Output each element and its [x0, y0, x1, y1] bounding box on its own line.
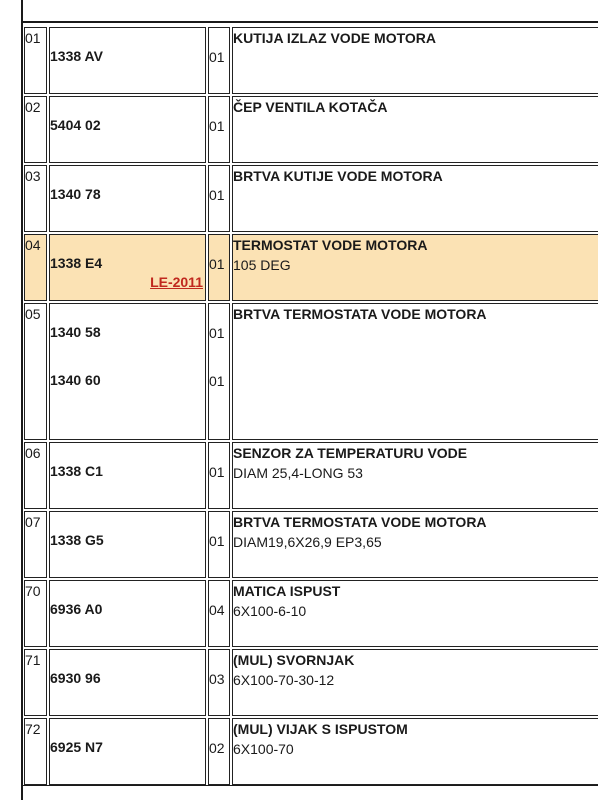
parts-row [24, 303, 598, 440]
description-cell [232, 649, 598, 716]
part-reference-cell [49, 511, 206, 578]
part-title: ČEP VENTILA KOTAČA [233, 99, 388, 115]
part-reference-cell [49, 234, 206, 301]
parts-row [24, 649, 598, 716]
part-detail: DIAM19,6X26,9 EP3,65 [233, 534, 382, 550]
item-number: 05 [24, 303, 47, 440]
item-number: 02 [24, 96, 47, 163]
part-reference: 1340 58 [50, 324, 101, 340]
description-cell [232, 580, 598, 647]
quantity-cell [208, 234, 230, 301]
quantity: 01 [209, 187, 225, 203]
part-title: MATICA ISPUST [233, 583, 341, 599]
part-reference-cell [49, 96, 206, 163]
description-cell [232, 165, 598, 232]
part-reference-cell [49, 165, 206, 232]
part-title: SENZOR ZA TEMPERATURU VODE [233, 445, 468, 461]
quantity: 01 [209, 325, 225, 341]
part-reference: 1338 C1 [50, 463, 103, 479]
part-reference: 6925 N7 [50, 739, 103, 755]
parts-row [24, 165, 598, 232]
item-number: 01 [24, 27, 47, 94]
part-detail: 6X100-70 [233, 741, 294, 757]
quantity: 04 [209, 602, 225, 618]
item-number: 07 [24, 511, 47, 578]
quantity: 01 [209, 49, 225, 65]
item-number: 06 [24, 442, 47, 509]
part-reference: 1338 E4 [50, 255, 103, 271]
part-title: BRTVA KUTIJE VODE MOTORA [233, 168, 443, 184]
part-detail: 105 DEG [233, 257, 291, 273]
part-reference: 1338 G5 [50, 532, 104, 548]
quantity-cell [208, 442, 230, 509]
item-number: 72 [24, 718, 47, 785]
quantity: 01 [209, 533, 225, 549]
quantity-cell [208, 718, 230, 785]
quantity: 02 [209, 740, 225, 756]
quantity: 01 [209, 118, 225, 134]
parts-row [24, 27, 598, 94]
quantity-cell [208, 165, 230, 232]
parts-table-body [24, 27, 598, 785]
item-number: 04 [24, 234, 47, 301]
part-reference-cell [49, 649, 206, 716]
quantity: 01 [209, 256, 225, 272]
part-reference-cell [49, 303, 206, 440]
description-cell [232, 303, 598, 440]
parts-row [24, 511, 598, 578]
part-reference: 1340 60 [50, 372, 101, 388]
part-reference: 6936 A0 [50, 601, 103, 617]
quantity-cell [208, 303, 230, 440]
part-reference: 1340 78 [50, 186, 101, 202]
part-reference: 6930 96 [50, 670, 101, 686]
part-detail: DIAM 25,4-LONG 53 [233, 465, 363, 481]
description-cell [232, 96, 598, 163]
description-cell [232, 442, 598, 509]
part-reference: 1338 AV [50, 48, 103, 64]
part-detail: 6X100-70-30-12 [233, 672, 335, 688]
top-divider [21, 21, 598, 23]
parts-row [24, 234, 598, 301]
description-cell [232, 718, 598, 785]
item-number: 70 [24, 580, 47, 647]
parts-row [24, 580, 598, 647]
part-title: (MUL) VIJAK S ISPUSTOM [233, 721, 408, 737]
quantity-cell [208, 27, 230, 94]
description-cell [232, 27, 598, 94]
parts-row [24, 718, 598, 785]
quantity: 01 [209, 464, 225, 480]
part-reference-cell [49, 580, 206, 647]
parts-row [24, 442, 598, 509]
part-detail: 6X100-6-10 [233, 603, 307, 619]
description-cell [232, 234, 598, 301]
part-reference-cell [49, 27, 206, 94]
part-reference-cell [49, 718, 206, 785]
quantity: 01 [209, 373, 225, 389]
item-number: 71 [24, 649, 47, 716]
parts-row [24, 96, 598, 163]
quantity-cell [208, 96, 230, 163]
description-cell [232, 511, 598, 578]
part-title: KUTIJA IZLAZ VODE MOTORA [233, 30, 436, 46]
quantity-cell [208, 649, 230, 716]
item-number: 03 [24, 165, 47, 232]
part-reference: 5404 02 [50, 117, 101, 133]
part-title: BRTVA TERMOSTATA VODE MOTORA [233, 306, 487, 322]
parts-table [22, 25, 598, 787]
part-title: TERMOSTAT VODE MOTORA [233, 237, 428, 253]
part-title: (MUL) SVORNJAK [233, 652, 355, 668]
quantity: 03 [209, 671, 225, 687]
part-reference-cell [49, 442, 206, 509]
quantity-cell [208, 511, 230, 578]
bottom-divider [21, 785, 598, 786]
quantity-cell [208, 580, 230, 647]
part-title: BRTVA TERMOSTATA VODE MOTORA [233, 514, 487, 530]
engineering-change-link[interactable]: LE-2011 [150, 274, 203, 290]
